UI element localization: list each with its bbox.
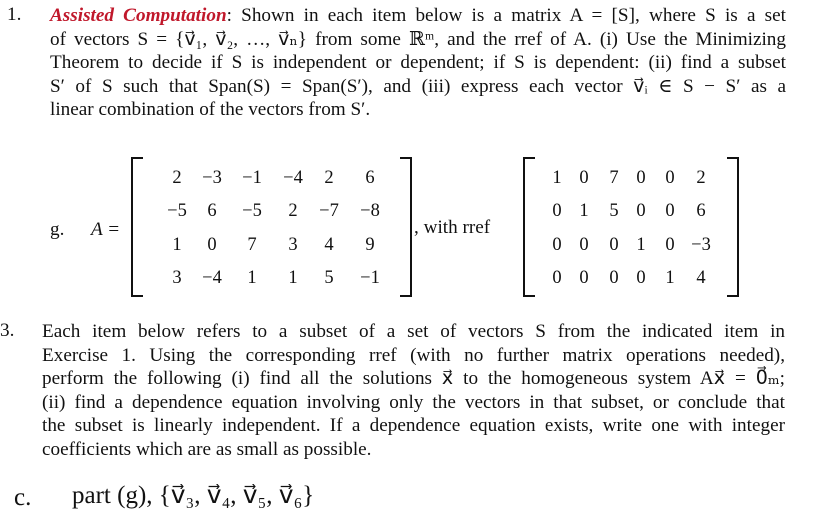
exercise-3-number: 3. xyxy=(0,320,15,341)
rref-cell-r4-c3: 0 xyxy=(609,268,619,288)
matrix-a-cell-r4-c2: −4 xyxy=(202,268,222,288)
matrix-a-cell-r4-c3: 1 xyxy=(247,268,257,288)
exercise-1-number: 1. xyxy=(7,4,22,25)
rref-cell-r1-c5: 0 xyxy=(665,168,675,188)
matrix-a-cell-r2-c6: −8 xyxy=(360,201,380,221)
matrix-a-label: A = xyxy=(91,219,121,240)
exercise-3-text xyxy=(42,320,785,461)
exercise-1-title: Assisted Computation xyxy=(50,5,227,26)
exercise-1-text xyxy=(50,4,786,122)
rref-cell-r1-c4: 0 xyxy=(636,168,646,188)
matrix-a-cell-r2-c2: 6 xyxy=(207,201,217,221)
rref-cell-r4-c2: 0 xyxy=(579,268,589,288)
rref-cell-r2-c4: 0 xyxy=(636,201,646,221)
rref-cell-r3-c2: 0 xyxy=(579,235,589,255)
rref-cell-r4-c6: 4 xyxy=(696,268,706,288)
matrix-a-cell-r2-c5: −7 xyxy=(319,201,339,221)
matrix-a-cell-r4-c1: 3 xyxy=(172,268,182,288)
rref-cell-r2-c3: 5 xyxy=(609,201,619,221)
matrix-a-cell-r3-c4: 3 xyxy=(288,235,298,255)
matrix-a-cell-r2-c1: −5 xyxy=(167,201,187,221)
exercise-3-line-6: coefficients which are as small as possible. xyxy=(42,438,372,460)
matrix-a-cell-r3-c2: 0 xyxy=(207,235,217,255)
matrix-a-cell-r1-c5: 2 xyxy=(324,168,334,188)
matrix-a-cell-r1-c1: 2 xyxy=(172,168,182,188)
matrix-a-cell-r1-c4: −4 xyxy=(283,168,303,188)
matrix-a-cell-r4-c5: 5 xyxy=(324,268,334,288)
exercise-1-line-1: Assisted Computation: Shown in each item below is a matrix A = [S], where S is a set xyxy=(50,5,786,26)
matrix-a-cell-r3-c6: 9 xyxy=(365,235,375,255)
matrix-a-cell-r3-c1: 1 xyxy=(172,235,182,255)
with-rref-label: , with rref xyxy=(414,217,491,238)
rref-cell-r1-c2: 0 xyxy=(579,168,589,188)
rref-cell-r2-c5: 0 xyxy=(665,201,675,221)
matrix-a-cell-r1-c2: −3 xyxy=(202,168,222,188)
rref-cell-r3-c6: −3 xyxy=(691,235,711,255)
exercise-3-line-5: the subset is linearly independent. If a dependence equation exists, write one with integer xyxy=(42,415,785,436)
item-c-label: c. xyxy=(14,484,32,511)
rref-right-bracket xyxy=(727,157,739,297)
rref-cell-r3-c4: 1 xyxy=(636,235,646,255)
item-g-label: g. xyxy=(50,219,65,240)
matrix-a-cell-r2-c4: 2 xyxy=(288,201,298,221)
rref-cell-r1-c3: 7 xyxy=(609,168,619,188)
rref-cell-r3-c1: 0 xyxy=(552,235,562,255)
exercise-3-line-1: Each item below refers to a subset of a set of vectors S from the indicated item in xyxy=(42,321,785,342)
rref-cell-r2-c2: 1 xyxy=(579,201,589,221)
matrix-a-cell-r1-c3: −1 xyxy=(242,168,262,188)
rref-left-bracket xyxy=(523,157,535,297)
rref-cell-r2-c1: 0 xyxy=(552,201,562,221)
exercise-3-line-4: (ii) find a dependence equation involving only the vectors in that subset, or conclude that xyxy=(42,391,785,413)
matrix-a-right-bracket xyxy=(400,157,412,297)
rref-cell-r4-c5: 1 xyxy=(665,268,675,288)
item-c-text: part (g), {v⃗₃, v⃗₄, v⃗₅, v⃗₆} xyxy=(72,482,315,509)
rref-cell-r3-c3: 0 xyxy=(609,235,619,255)
matrix-a-left-bracket xyxy=(131,157,143,297)
matrix-a-cell-r4-c6: −1 xyxy=(360,268,380,288)
rref-cell-r3-c5: 0 xyxy=(665,235,675,255)
exercise-3-line-2: Exercise 1. Using the corresponding rref (with no further matrix operations needed), xyxy=(42,344,785,366)
rref-cell-r1-c1: 1 xyxy=(552,168,562,188)
rref-cell-r2-c6: 6 xyxy=(696,201,706,221)
rref-cell-r4-c4: 0 xyxy=(636,268,646,288)
matrix-a-cell-r3-c5: 4 xyxy=(324,235,334,255)
exercise-1-line-5: linear combination of the vectors from S′. xyxy=(50,99,371,120)
exercise-1-line-4: S′ of S such that Span(S) = Span(S′), and (iii) express each vector v⃗ᵢ ∈ S − S′ as a xyxy=(50,75,786,97)
exercise-3-line-3: perform the following (i) find all the solutions x⃗ to the homogeneous system Ax⃗ = 0⃗ₘ; xyxy=(42,368,785,389)
matrix-a-cell-r3-c3: 7 xyxy=(247,235,257,255)
rref-cell-r1-c6: 2 xyxy=(696,168,706,188)
matrix-a-cell-r4-c4: 1 xyxy=(288,268,298,288)
matrix-a-cell-r2-c3: −5 xyxy=(242,201,262,221)
exercise-1-line-2: of vectors S = {v⃗₁, v⃗₂, …, v⃗ₙ} from some ℝᵐ, and the rref of A. (i) Use the Minimizing xyxy=(50,28,786,50)
exercise-1-line-3: Theorem to decide if S is independent or dependent; if S is dependent: (ii) find a subset xyxy=(50,52,786,73)
rref-cell-r4-c1: 0 xyxy=(552,268,562,288)
matrix-a-cell-r1-c6: 6 xyxy=(365,168,375,188)
